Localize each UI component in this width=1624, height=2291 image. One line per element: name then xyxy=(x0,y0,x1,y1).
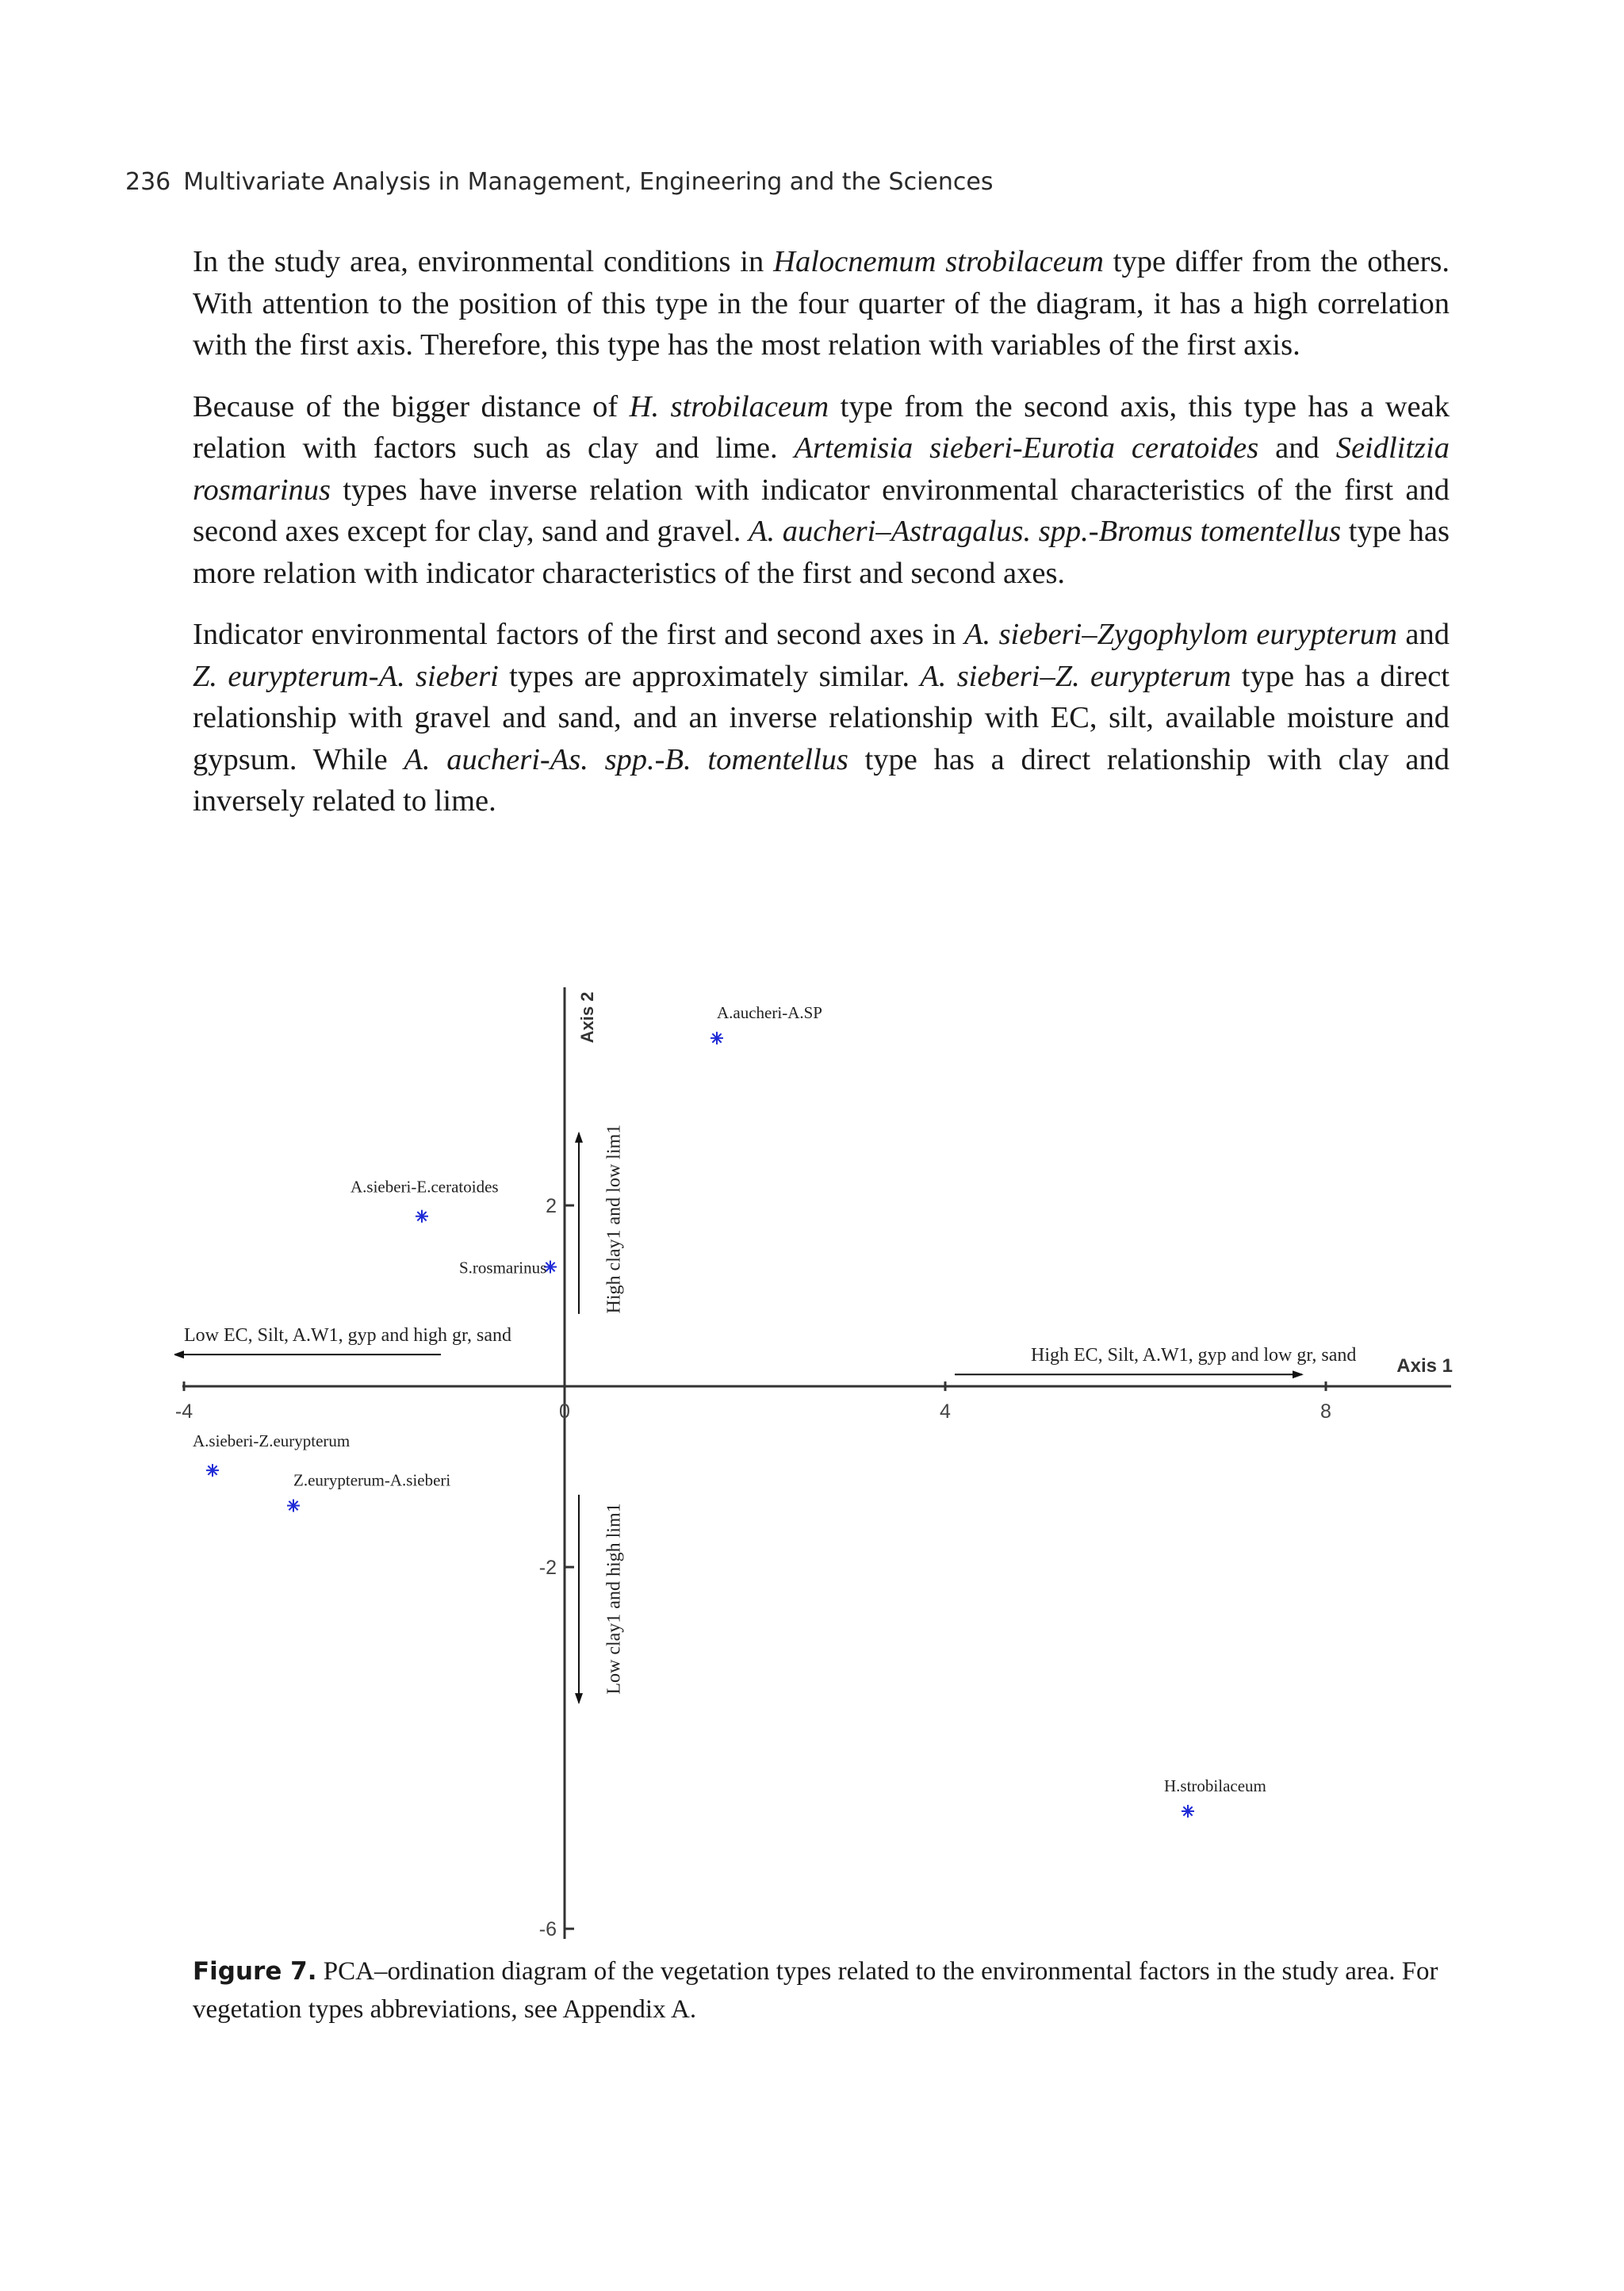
point-label: Z.eurypterum-A.sieberi xyxy=(293,1470,451,1490)
text-run: Artemisia sieberi-Eurotia ceratoides xyxy=(794,431,1259,465)
point-label: H.strobilaceum xyxy=(1164,1776,1266,1795)
text-run: Indicator environmental factors of the first and second axes in xyxy=(193,618,964,651)
x-tick-label: 8 xyxy=(1320,1400,1331,1423)
axis1-negative-annotation: Low EC, Silt, A.W1, gyp and high gr, sand xyxy=(184,1325,512,1347)
y-tick-label: 2 xyxy=(546,1195,557,1218)
text-run: and xyxy=(1396,618,1450,651)
axis2-positive-annotation: High clay1 and low lim1 xyxy=(603,1124,625,1314)
text-run: H. strobilaceum xyxy=(629,389,829,423)
paragraph-3 xyxy=(193,614,1450,822)
caption-label: Figure 7. xyxy=(193,1957,317,1986)
text-run: A. sieberi–Z. eurypterum xyxy=(920,659,1231,693)
text-run: types are approximately similar. xyxy=(498,659,921,693)
x-tick-label: -4 xyxy=(174,1400,193,1423)
text-run: type differ from the others. With attention to the position of this type in the four quarter of the diagram, it has a high correlation with the first axis. Therefore, this type has the most relation with variables of the first axis. xyxy=(193,245,1450,362)
x-tick-label: 4 xyxy=(940,1400,951,1423)
paragraph-2 xyxy=(193,386,1450,595)
text-run: A. aucheri–Astragalus. spp.-Bromus tomentellus xyxy=(748,515,1342,548)
axis2-label: Axis 2 xyxy=(577,991,597,1044)
point-label: A.aucheri-A.SP xyxy=(717,1003,822,1023)
pca-ordination-chart xyxy=(174,979,1459,1947)
text-run: In the study area, environmental conditions in xyxy=(193,245,774,278)
running-header xyxy=(125,168,993,196)
paragraph-1 xyxy=(193,241,1450,366)
text-run: Halocnemum strobilaceum xyxy=(773,245,1104,278)
text-run: type has a direct relationship with gravel and sand, and an inverse relationship with EC, silt, available moisture and gypsum. While xyxy=(193,659,1450,776)
text-run: types have inverse relation with indicator environmental characteristics of the first and second axes except for clay, sand and gravel. xyxy=(193,473,1450,548)
text-run: and xyxy=(1258,431,1336,465)
axis1-label: Axis 1 xyxy=(1396,1355,1453,1377)
point-label: A.sieberi-Z.eurypterum xyxy=(193,1431,350,1451)
text-run: type has more relation with indicator characteristics of the first and second axes. xyxy=(193,515,1450,590)
text-run: Seidlitzia rosmarinus xyxy=(193,431,1450,507)
text-run: A. aucheri-As. spp.-B. tomentellus xyxy=(404,742,848,776)
body-text xyxy=(193,241,1450,842)
text-run: Because of the bigger distance of xyxy=(193,389,630,423)
text-run: A. sieberi–Zygophylom eurypterum xyxy=(963,618,1397,651)
book-title: Multivariate Analysis in Management, Engineering and the Sciences xyxy=(183,168,994,196)
text-run: Z. eurypterum-A. sieberi xyxy=(193,659,499,693)
axis1-positive-annotation: High EC, Silt, A.W1, gyp and low gr, sand xyxy=(1031,1345,1357,1366)
data-point xyxy=(287,1500,300,1512)
data-point xyxy=(416,1210,428,1223)
data-point xyxy=(710,1032,723,1044)
text-run: type has a direct relationship with clay and inversely related to lime. xyxy=(193,742,1450,818)
y-tick-label: -2 xyxy=(538,1557,557,1580)
data-point xyxy=(1182,1805,1194,1818)
data-point xyxy=(206,1464,219,1477)
point-label: S.rosmarinus xyxy=(459,1258,547,1278)
point-label: A.sieberi-E.ceratoides xyxy=(350,1177,499,1197)
page-number: 236 xyxy=(125,168,171,196)
text-run: type from the second axis, this type has a weak relation with factors such as clay and lime. xyxy=(193,389,1450,465)
y-tick-label: -6 xyxy=(538,1918,557,1941)
figure-caption xyxy=(193,1952,1450,2029)
caption-text: PCA–ordination diagram of the vegetation types related to the environmental factors in the study area. For vegetation types abbreviations, see Appendix A. xyxy=(193,1957,1438,2024)
x-tick-label: 0 xyxy=(559,1400,570,1423)
figure-7 xyxy=(174,979,1459,1947)
axis2-negative-annotation: Low clay1 and high lim1 xyxy=(603,1503,625,1695)
